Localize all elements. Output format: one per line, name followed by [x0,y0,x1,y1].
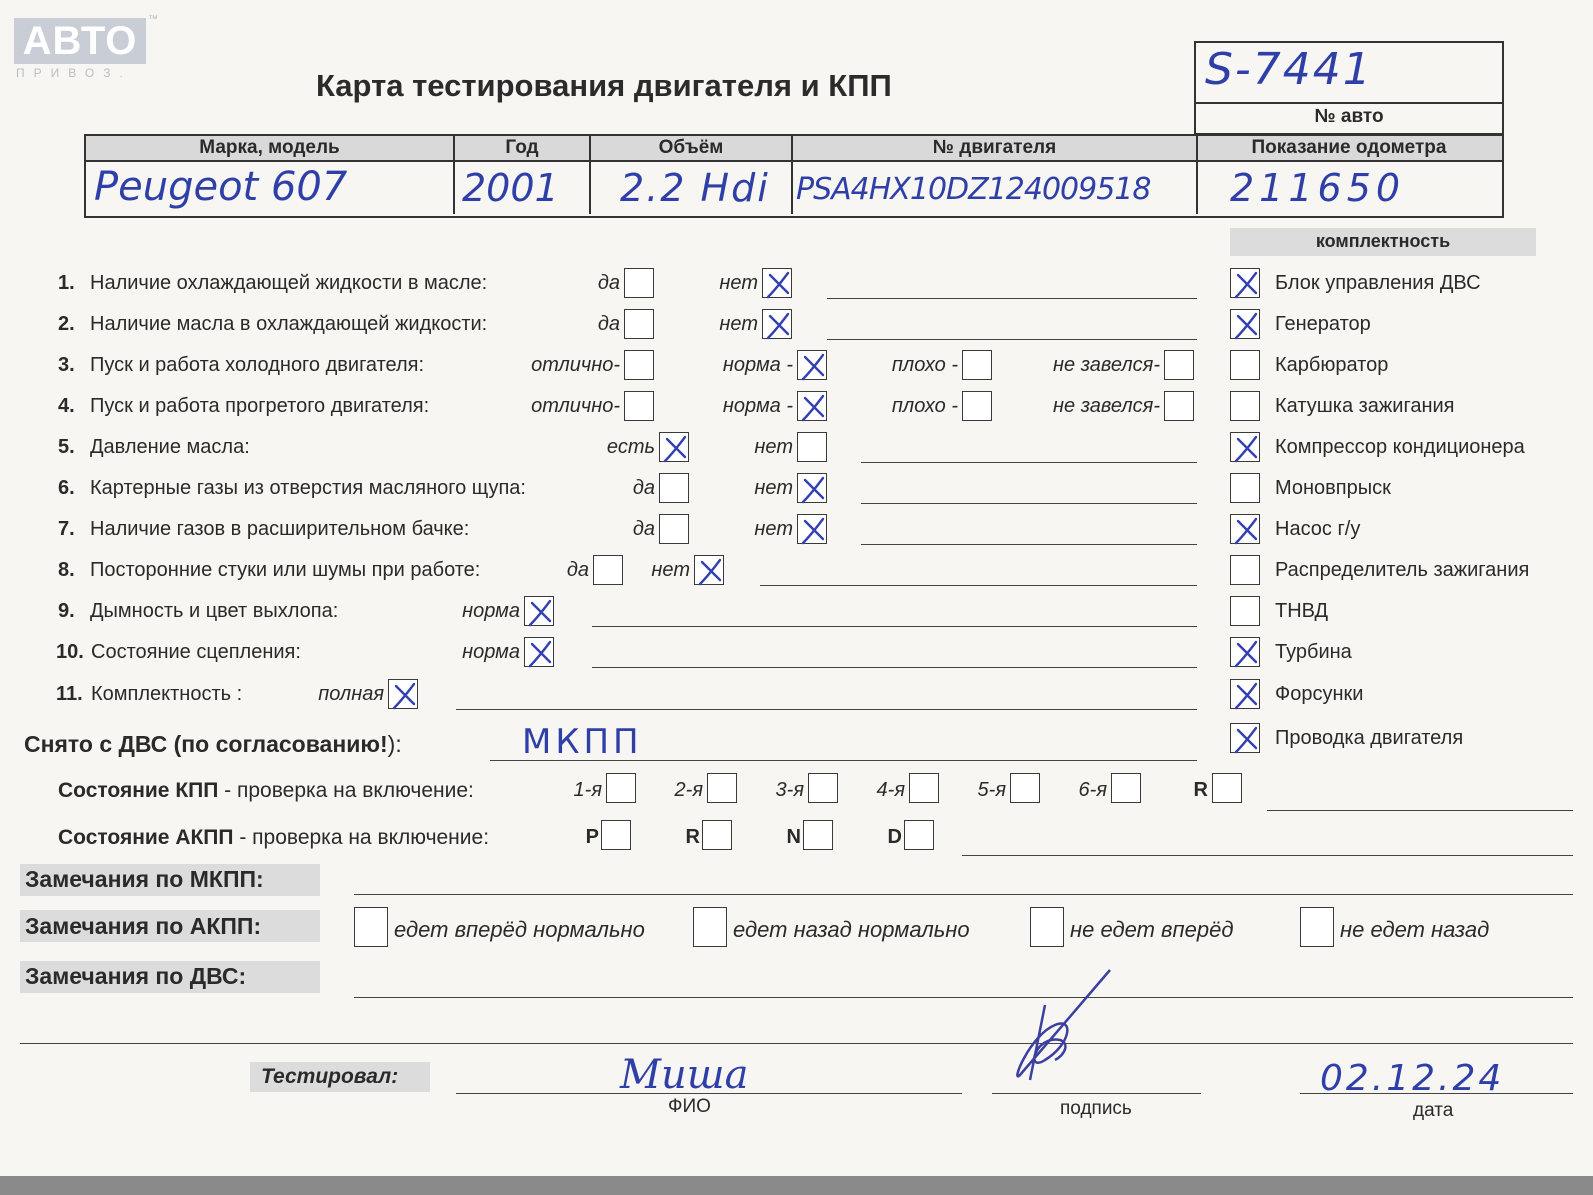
mkpp-gear-box[interactable] [1111,773,1141,803]
check-option-box[interactable] [797,514,827,544]
check-option-label: плохо - [891,354,958,376]
check-label: Комплектность : [91,683,243,705]
mkpp-gear-label: 4-я [876,779,905,801]
logo-trademark: ™ [148,14,158,25]
check-number: 3. [58,354,75,376]
logo-subtitle: ПРИВОЗ. [16,66,132,80]
check-option-box[interactable] [659,514,689,544]
kit-item-label: Генератор [1275,313,1371,335]
check-option-label: плохо - [891,395,958,417]
signature [985,965,1115,1105]
check-option-label: да [566,559,589,581]
kit-item-box[interactable] [1230,723,1260,753]
check-label: Наличие охлаждающей жидкости в масле: [90,272,488,294]
mkpp-gear-label: 3-я [775,779,804,801]
akpp-gear-box[interactable] [702,820,732,850]
mkpp-gear-box[interactable] [606,773,636,803]
remarks-akpp-label: Замечания по АКПП: [25,913,262,939]
check-option-box[interactable] [1164,350,1194,380]
akpp-gear-label: R [685,826,700,848]
remarks-dvs-label: Замечания по ДВС: [25,963,247,989]
check-label: Давление масла: [90,436,250,458]
check-label: Картерные газы из отверстия масляного щупа: [90,477,526,499]
mkpp-gear-label: 5-я [977,779,1006,801]
akpp-gear-label: P [585,826,599,848]
mkpp-gear-box[interactable] [707,773,737,803]
check-option-label: отлично- [531,395,620,417]
volume-value: 2.2 Hdi [620,166,770,210]
check-option-label: да [632,477,655,499]
col-year: Год [505,137,539,158]
odometer-value: 211650 [1230,166,1406,210]
removed-label: Снято с ДВС (по согласованию!): [24,731,402,757]
mkpp-gear-label: 1-я [573,779,602,801]
check-number: 7. [58,518,75,540]
check-option-label: норма - [722,354,793,376]
kit-item-label: ТНВД [1275,600,1329,622]
kit-item-box[interactable] [1230,637,1260,667]
mkpp-gear-box[interactable] [808,773,838,803]
akpp-state-label: Состояние АКПП - проверка на включение: [58,826,490,849]
akpp-remark-label: едет вперёд нормально [394,917,645,942]
col-make-model: Марка, модель [199,137,340,158]
col-engine-number: № двигателя [932,137,1057,158]
akpp-gear-box[interactable] [803,820,833,850]
check-label: Наличие газов в расширительном бачке: [90,518,470,540]
col-volume: Объём [658,137,724,158]
check-option-box[interactable] [962,350,992,380]
kit-item-label: Проводка двигателя [1275,727,1464,749]
akpp-remark-box[interactable] [1300,907,1334,947]
check-option-label: нет [719,272,758,294]
check-option-box[interactable] [762,309,792,339]
brand-logo: АВТО [14,18,146,64]
check-option-label: да [597,313,620,335]
check-number: 2. [58,313,75,335]
mkpp-gear-label: 2-я [674,779,703,801]
kit-item-label: Моновпрыск [1275,477,1391,499]
check-number: 10. [56,641,84,663]
kit-item-label: Катушка зажигания [1275,395,1455,417]
page-title: Карта тестирования двигателя и КПП [316,68,892,103]
year-value: 2001 [462,166,559,210]
check-option-box[interactable] [797,391,827,421]
check-option-box[interactable] [624,350,654,380]
check-option-label: норма [462,641,520,663]
car-number-label: № авто [1314,106,1384,127]
check-option-box[interactable] [762,268,792,298]
check-option-box[interactable] [659,432,689,462]
check-option-box[interactable] [797,432,827,462]
kit-item-label: Форсунки [1275,683,1364,705]
kit-item-label: Насос г/у [1275,518,1361,540]
car-number-value: S-7441 [1205,44,1373,95]
check-option-box[interactable] [524,637,554,667]
check-label: Дымность и цвет выхлопа: [90,600,339,622]
akpp-remark-label: не едет назад [1340,917,1490,942]
check-option-box[interactable] [659,473,689,503]
remarks-mkpp-label: Замечания по МКПП: [25,866,264,892]
akpp-remark-box[interactable] [693,907,727,947]
check-label: Наличие масла в охлаждающей жидкости: [90,313,488,335]
check-option-label: да [597,272,620,294]
engine-number-value: PSA4HX10DZ124009518 [796,172,1151,207]
mkpp-gear-box[interactable] [909,773,939,803]
check-option-box[interactable] [593,555,623,585]
mkpp-gear-label: R [1193,779,1208,801]
sign-label: подпись [1060,1098,1132,1119]
mkpp-gear-label: 6-я [1078,779,1107,801]
check-option-label: нет [651,559,690,581]
check-option-label: нет [754,436,793,458]
kit-item-box[interactable] [1230,268,1260,298]
akpp-remark-label: едет назад нормально [733,917,970,942]
check-option-box[interactable] [1164,391,1194,421]
kit-item-label: Карбюратор [1275,354,1389,376]
check-option-box[interactable] [797,473,827,503]
check-option-label: да [632,518,655,540]
akpp-remark-box[interactable] [1030,907,1064,947]
check-option-box[interactable] [797,350,827,380]
check-number: 9. [58,600,75,622]
kit-item-box[interactable] [1230,309,1260,339]
check-number: 4. [58,395,75,417]
kit-item-label: Турбина [1275,641,1352,663]
kit-item-box[interactable] [1230,679,1260,709]
check-label: Посторонние стуки или шумы при работе: [90,559,481,581]
make-model-value: Peugeot 607 [94,164,348,210]
mkpp-state-label: Состояние КПП - проверка на включение: [58,779,474,802]
check-number: 5. [58,436,75,458]
check-option-label: полная [318,683,384,705]
check-option-box[interactable] [962,391,992,421]
akpp-gear-label: N [786,826,801,848]
kit-item-box[interactable] [1230,596,1260,626]
akpp-remark-box[interactable] [354,907,388,947]
check-option-label: есть [606,436,655,458]
kit-item-label: Блок управления ДВС [1275,272,1481,294]
check-option-label: отлично- [531,354,620,376]
fio-label: ФИО [668,1096,711,1117]
removed-value: МКПП [522,722,643,762]
akpp-gear-box[interactable] [904,820,934,850]
kit-item-box[interactable] [1230,432,1260,462]
check-option-box[interactable] [624,268,654,298]
kit-item-box[interactable] [1230,350,1260,380]
check-label: Состояние сцепления: [91,641,301,663]
kit-item-box[interactable] [1230,555,1260,585]
check-label: Пуск и работа прогретого двигателя: [90,395,430,417]
kit-item-box[interactable] [1230,514,1260,544]
akpp-gear-label: D [887,826,902,848]
fio-value: Миша [620,1052,749,1098]
kit-item-label: Компрессор кондиционера [1275,436,1525,458]
kit-item-box[interactable] [1230,473,1260,503]
tested-label: Тестировал: [261,1065,399,1088]
date-value: 02.12.24 [1320,1058,1505,1099]
check-label: Пуск и работа холодного двигателя: [90,354,425,376]
check-number: 1. [58,272,75,294]
kit-item-box[interactable] [1230,391,1260,421]
check-option-label: норма - [722,395,793,417]
check-option-label: нет [754,518,793,540]
akpp-remark-label: не едет вперёд [1070,917,1234,942]
check-option-box[interactable] [524,596,554,626]
mkpp-gear-box[interactable] [1212,773,1242,803]
check-option-label: норма [462,600,520,622]
mkpp-gear-box[interactable] [1010,773,1040,803]
check-option-label: нет [719,313,758,335]
check-option-label: нет [754,477,793,499]
check-number: 11. [56,683,83,705]
check-number: 6. [58,477,75,499]
date-label: дата [1413,1100,1454,1121]
akpp-gear-box[interactable] [601,820,631,850]
check-number: 8. [58,559,75,581]
check-option-box[interactable] [624,309,654,339]
check-option-box[interactable] [388,679,418,709]
kit-title: комплектность [1315,231,1451,251]
kit-item-label: Распределитель зажигания [1275,559,1530,581]
check-option-box[interactable] [624,391,654,421]
torn-edge [0,1176,1593,1195]
check-option-label: не завелся- [1053,395,1160,417]
check-option-label: не завелся- [1053,354,1160,376]
col-odometer: Показание одометра [1251,137,1447,158]
check-option-box[interactable] [694,555,724,585]
